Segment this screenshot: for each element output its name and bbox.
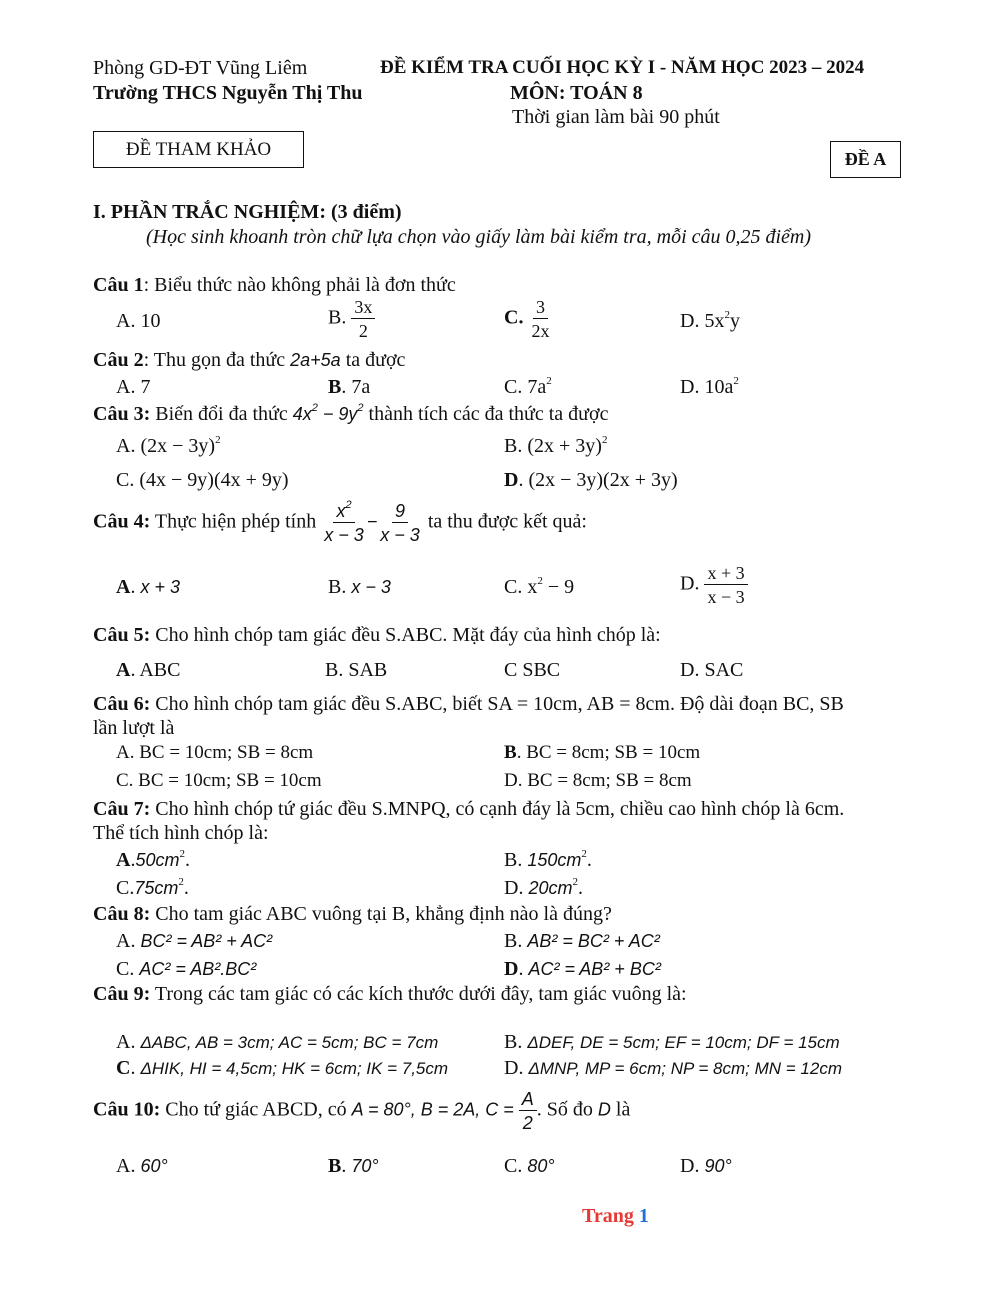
q8-option-a[interactable]: A. BC² = AB² + AC² — [116, 930, 273, 952]
q6-option-d[interactable]: D. BC = 8cm; SB = 8cm — [504, 770, 692, 791]
q7-option-d[interactable]: D. $20cm^2$. — [504, 876, 583, 899]
q8-option-d[interactable]: D. AC² = AB² + BC² — [504, 958, 661, 980]
q1-option-a[interactable]: A. 10 — [116, 310, 161, 332]
q7-option-b[interactable]: B. $150cm^2$. — [504, 848, 592, 871]
section-title: I. PHẦN TRẮC NGHIỆM — [93, 201, 320, 223]
page-word: Trang — [582, 1205, 634, 1227]
version-label: ĐỀ A — [844, 149, 887, 169]
q7-option-c[interactable]: $C.75cm^2$. — [116, 876, 189, 899]
q1-option-c[interactable]: C. $\frac{3}{2x}$ — [504, 297, 550, 341]
q6-option-c[interactable]: C. BC = 10cm; SB = 10cm — [116, 770, 322, 791]
section-points: (3 điểm) — [330, 201, 402, 223]
duration: Thời gian làm bài 90 phút — [512, 106, 720, 128]
q5-option-c[interactable]: C SBC — [504, 659, 561, 681]
q3-option-b[interactable]: B. $(2x + 3y)^2$ — [504, 434, 608, 457]
exam-title: ĐỀ KIỂM TRA CUỐI HỌC KỲ I - NĂM HỌC 2023 – 2024 — [380, 57, 865, 78]
department-name: Phòng GD-ĐT Vũng Liêm — [93, 57, 308, 79]
q9-option-d[interactable]: D. ΔMNP, MP = 6cm; NP = 8cm; MN = 12cm — [504, 1057, 842, 1079]
q10-option-a[interactable]: A. 60° — [116, 1155, 168, 1177]
subject: MÔN: TOÁN 8 — [510, 82, 643, 104]
q5-option-a[interactable]: A. ABC — [116, 659, 181, 681]
q4-option-a[interactable]: A. x + 3 — [116, 576, 180, 598]
question-9: Câu 9: Trong các tam giác có các kích thước dưới đây, tam giác vuông là: — [93, 983, 687, 1005]
q5-option-b[interactable]: B. SAB — [325, 659, 388, 681]
q10-option-c[interactable]: C. 80° — [504, 1155, 555, 1177]
q2-option-c[interactable]: C. $7a^2$ — [504, 375, 552, 398]
q1-option-b[interactable]: B. $\frac{3x}{2}$ — [328, 298, 375, 340]
reference-label: ĐỀ THAM KHẢO — [125, 139, 272, 160]
q3-option-c[interactable]: C. (4x − 9y)(4x + 9y) — [116, 469, 289, 491]
section-heading: I. PHẦN TRẮC NGHIỆM: (3 điểm) — [93, 201, 402, 223]
question-4: Câu 4: Thực hiện phép tính $\frac{x^2}{x - 3}$ − $\frac{9}{x - 3}$ ta thu được kết quả: — [93, 499, 587, 545]
q2-option-a[interactable]: A. 7 — [116, 376, 151, 398]
q4-option-b[interactable]: B. x − 3 — [328, 576, 391, 598]
q4-option-c[interactable]: C. $x^2 - 9$ — [504, 575, 575, 598]
q6-option-a[interactable]: A. BC = 10cm; SB = 8cm — [116, 742, 314, 763]
page-number: 1 — [638, 1205, 649, 1227]
question-2: Câu 2: Thu gọn đa thức 2a+5a ta được — [93, 349, 406, 371]
page-footer — [582, 1205, 649, 1228]
question-6: Câu 6: Cho hình chóp tam giác đều S.ABC, biết SA = 10cm, AB = 8cm. Độ dài đoạn BC, SB — [93, 693, 844, 715]
question-7: Câu 7: Cho hình chóp tứ giác đều S.MNPQ, có cạnh đáy là 5cm, chiều cao hình chóp là 6cm. — [93, 798, 845, 820]
q10-option-b[interactable]: B. 70° — [328, 1155, 379, 1177]
q8-option-c[interactable]: C. AC² = AB².BC² — [116, 958, 257, 980]
q10-option-d[interactable]: D. 90° — [680, 1155, 732, 1177]
question-8: Câu 8: Cho tam giác ABC vuông tại B, khẳng định nào là đúng? — [93, 903, 612, 925]
question-10: Câu 10: Cho tứ giác ABCD, có A = 80°, B = 2A, C = $\frac{A}{2}$ . Số đo D là — [93, 1089, 631, 1133]
version-box — [830, 141, 901, 178]
q7-option-a[interactable]: $A.50cm^2$. — [116, 848, 190, 871]
question-3: Câu 3: Biến đổi đa thức $4x^2 - 9y^2$ thành tích các đa thức ta được — [93, 402, 609, 425]
question-label: Câu 1 — [93, 274, 144, 296]
q2-option-b[interactable]: B. 7a — [328, 376, 371, 398]
reference-box — [93, 131, 304, 168]
q9-option-a[interactable]: A. ΔABC, AB = 3cm; AC = 5cm; BC = 7cm — [116, 1031, 439, 1053]
question-text: : Biểu thức nào không phải là đơn thức — [143, 274, 456, 296]
q9-option-c[interactable]: C. ΔHIK, HI = 4,5cm; HK = 6cm; IK = 7,5cm — [116, 1057, 449, 1079]
question-5: Câu 5: Cho hình chóp tam giác đều S.ABC. Mặt đáy của hình chóp là: — [93, 624, 661, 646]
school-name: Trường THCS Nguyễn Thị Thu — [93, 82, 363, 104]
section-instruction: (Học sinh khoanh tròn chữ lựa chọn vào giấy làm bài kiểm tra, mỗi câu 0,25 điểm) — [146, 226, 812, 248]
question-1 — [93, 274, 456, 297]
q6-option-b[interactable]: B. BC = 8cm; SB = 10cm — [504, 742, 701, 763]
q8-option-b[interactable]: B. AB² = BC² + AC² — [504, 930, 660, 952]
q3-option-a[interactable]: A. $(2x - 3y)^2$ — [116, 434, 221, 457]
q5-option-d[interactable]: D. SAC — [680, 659, 744, 681]
question-7-cont: Thể tích hình chóp là: — [93, 822, 269, 844]
q2-option-d[interactable]: D. $10a^2$ — [680, 375, 739, 398]
q4-option-d[interactable]: D. $\frac{x + 3}{x - 3}$ — [680, 564, 748, 606]
q9-option-b[interactable]: B. ΔDEF, DE = 5cm; EF = 10cm; DF = 15cm — [504, 1031, 840, 1053]
question-6-cont: lần lượt là — [93, 717, 175, 739]
q1-option-d[interactable]: D. $5x^2y$ — [680, 309, 740, 332]
q3-option-d[interactable]: D. (2x − 3y)(2x + 3y) — [504, 469, 678, 491]
